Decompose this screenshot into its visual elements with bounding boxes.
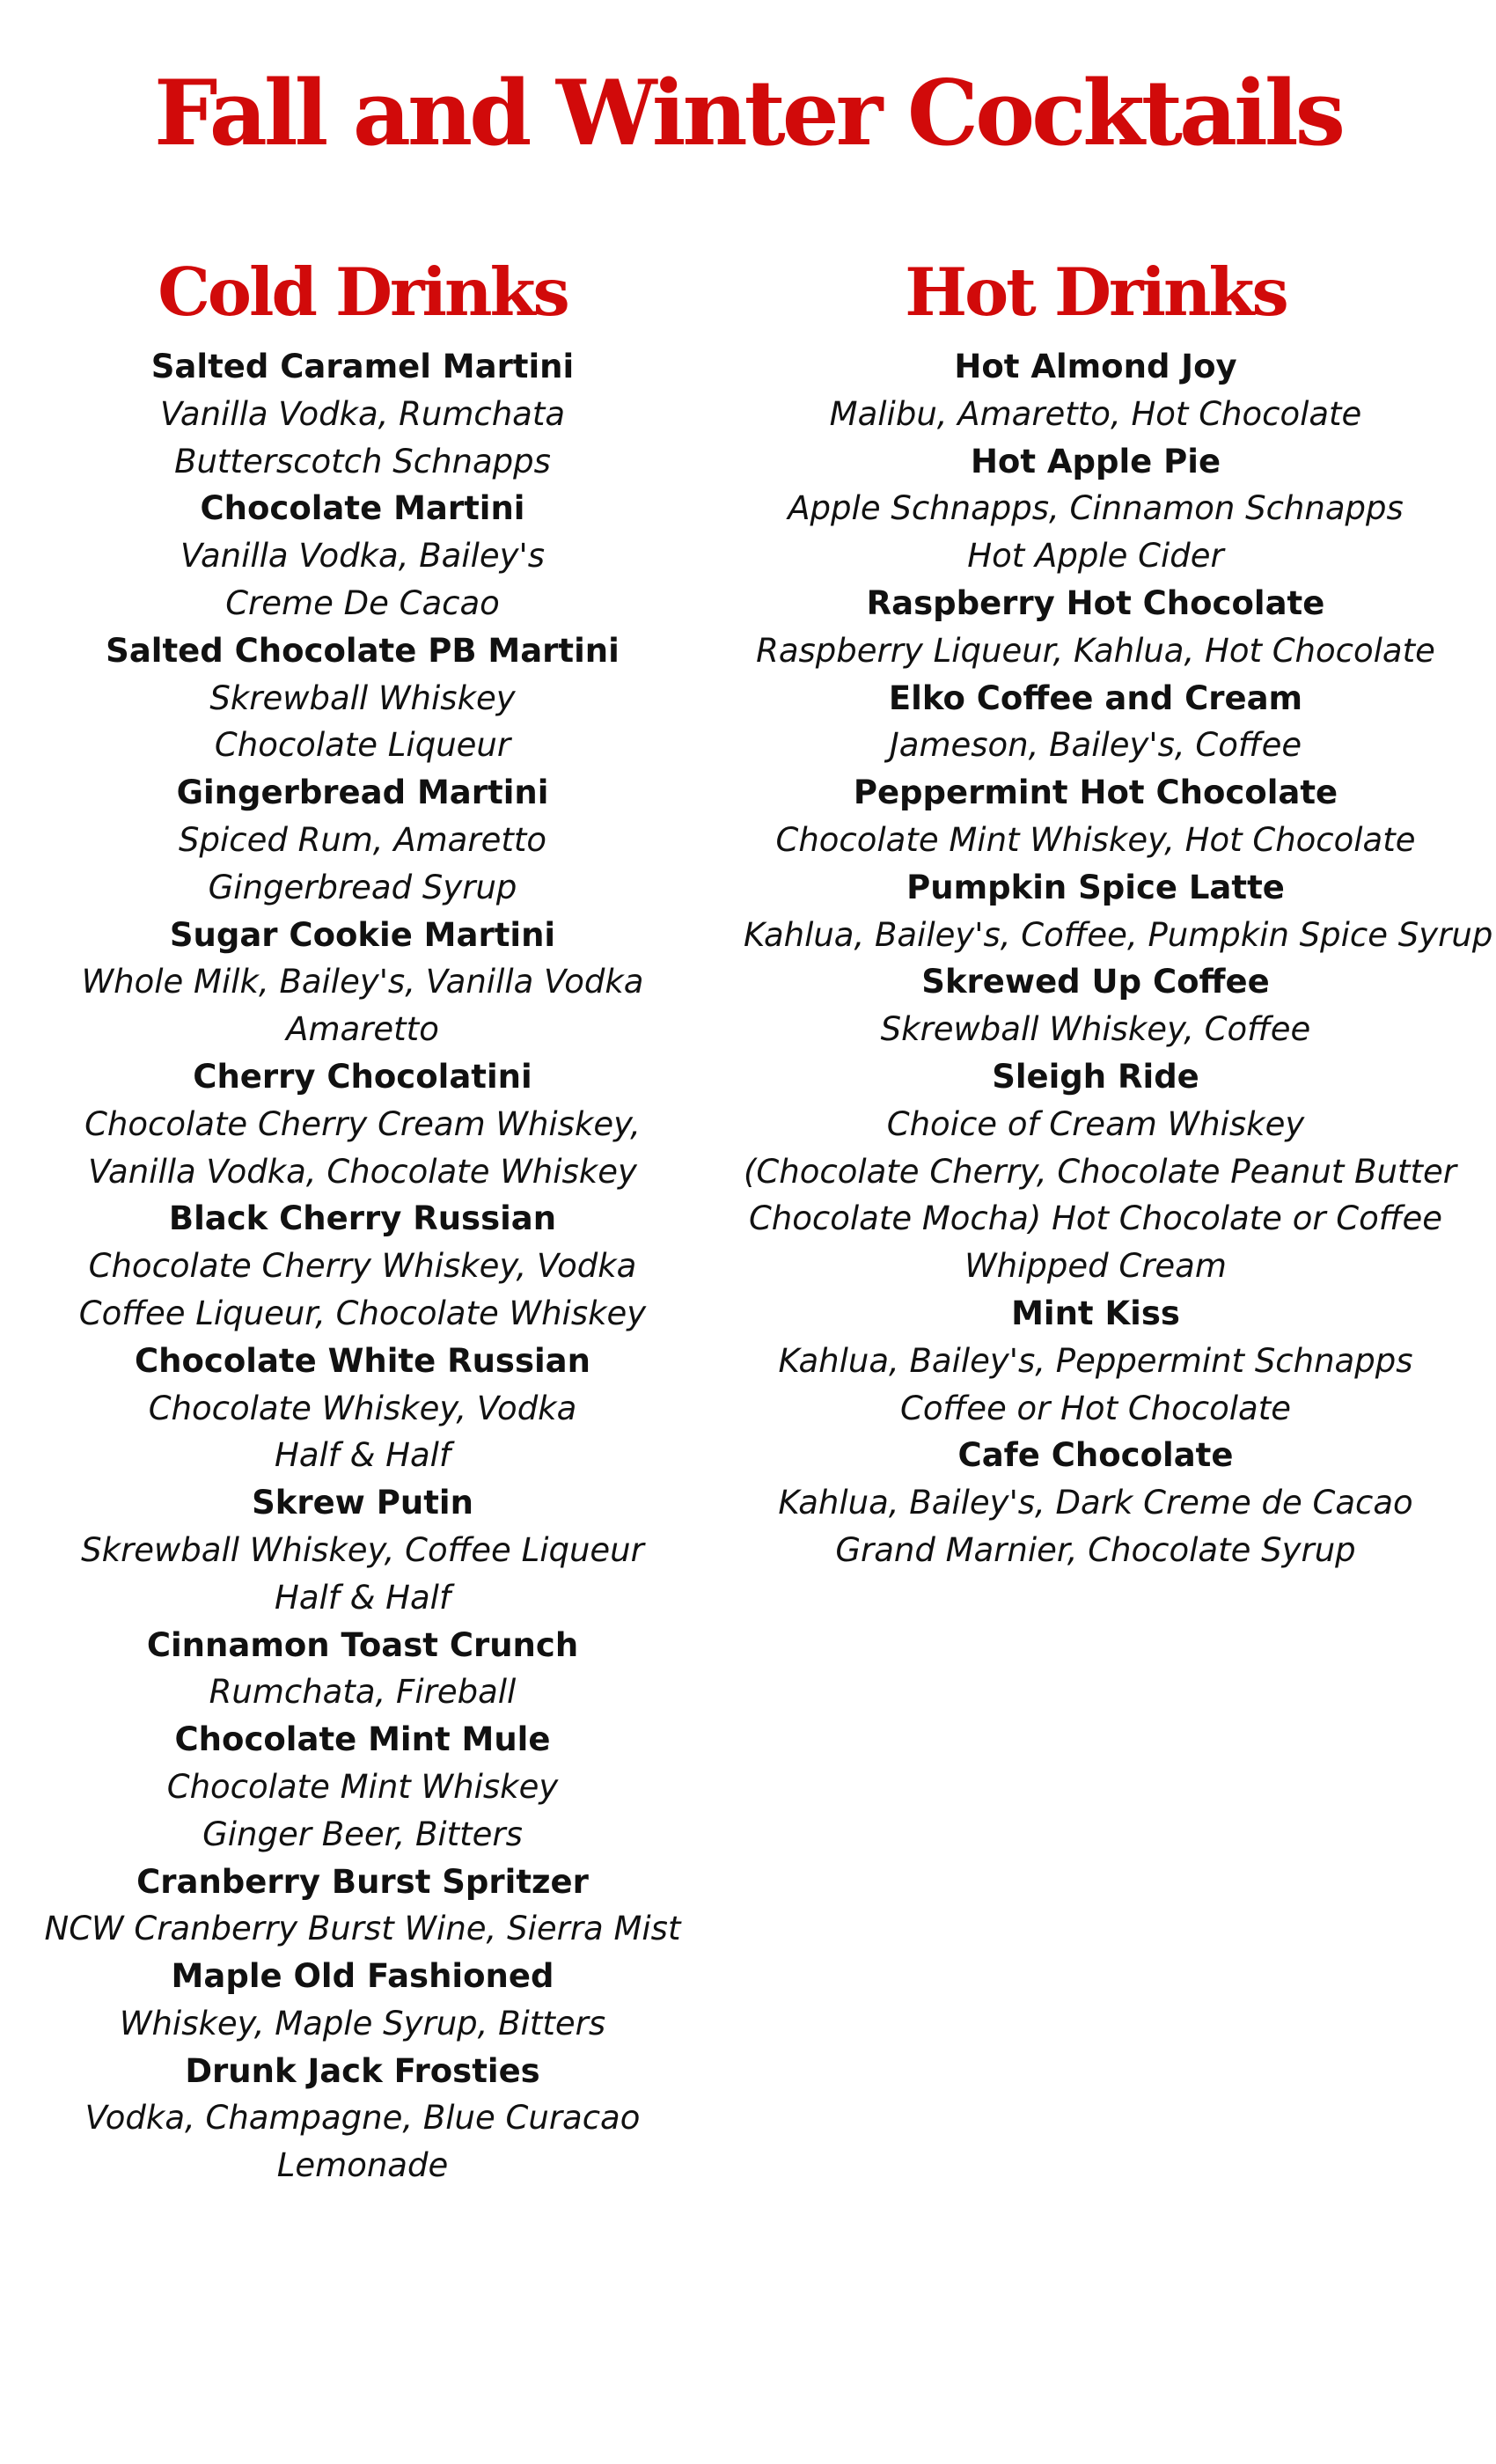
drink-ingredients: Vanilla Vodka, Bailey's <box>180 537 545 576</box>
drink-name: Hot Almond Joy <box>954 348 1237 385</box>
drink-ingredients: Choice of Cream Whiskey <box>886 1104 1305 1143</box>
drink-ingredients: Kahlua, Bailey's, Dark Creme de Cacao <box>778 1484 1413 1522</box>
drink-ingredients: Butterscotch Schnapps <box>174 442 551 480</box>
drink-ingredients: Grand Marnier, Chocolate Syrup <box>835 1530 1356 1569</box>
drink-ingredients: Chocolate Liqueur <box>214 726 511 765</box>
drink-name: Salted Caramel Martini <box>150 348 575 385</box>
drink-name: Gingerbread Martini <box>176 774 549 812</box>
drink-name: Chocolate White Russian <box>135 1341 590 1380</box>
drink-ingredients: Vanilla Vodka, Chocolate Whiskey <box>88 1152 637 1191</box>
drink-ingredients: Kahlua, Bailey's, Coffee, Pumpkin Spice Syrup <box>744 915 1493 954</box>
drink-ingredients: NCW Cranberry Burst Wine, Sierra Mist <box>44 1910 681 1948</box>
drink-name: Skrew Putin <box>252 1484 473 1522</box>
drink-ingredients: Creme De Cacao <box>225 583 500 622</box>
drink-ingredients: Amaretto <box>286 1010 439 1049</box>
drink-name: Peppermint Hot Chocolate <box>853 774 1338 812</box>
drink-ingredients: Whipped Cream <box>964 1247 1227 1286</box>
drink-ingredients: Raspberry Liqueur, Kahlua, Hot Chocolate <box>756 631 1435 670</box>
drink-name: Pumpkin Spice Latte <box>906 868 1285 906</box>
hot-drinks-section <box>744 248 1493 1574</box>
menu-title: Fall and Winter Cocktails <box>153 61 1343 166</box>
drink-ingredients: Vanilla Vodka, Rumchata <box>159 394 566 433</box>
drink-ingredients: Chocolate Mint Whiskey <box>166 1767 559 1806</box>
drink-ingredients: Jameson, Bailey's, Coffee <box>889 726 1302 765</box>
drink-name: Elko Coffee and Cream <box>888 678 1303 717</box>
drink-name: Raspberry Hot Chocolate <box>866 583 1325 622</box>
drink-ingredients: Rumchata, Fireball <box>209 1673 517 1712</box>
drink-name: Salted Chocolate PB Martini <box>106 631 620 670</box>
drink-name: Mint Kiss <box>1011 1294 1180 1332</box>
drink-ingredients: Gingerbread Syrup <box>208 868 517 906</box>
drink-ingredients: Whole Milk, Bailey's, Vanilla Vodka <box>81 963 644 1001</box>
drink-ingredients: Coffee Liqueur, Chocolate Whiskey <box>78 1294 647 1332</box>
drink-ingredients: Ginger Beer, Bitters <box>202 1815 523 1853</box>
drink-name: Cranberry Burst Spritzer <box>136 1862 589 1901</box>
drink-name: Cafe Chocolate <box>957 1436 1234 1475</box>
drink-ingredients: (Chocolate Cherry, Chocolate Peanut Butter <box>744 1152 1456 1191</box>
drink-ingredients: Spiced Rum, Amaretto <box>179 820 546 859</box>
drink-name: Black Cherry Russian <box>168 1199 557 1238</box>
drink-name: Sugar Cookie Martini <box>169 915 556 954</box>
drink-name: Cherry Chocolatini <box>193 1057 532 1096</box>
drink-ingredients: Skrewball Whiskey <box>209 678 516 717</box>
drink-ingredients: Whiskey, Maple Syrup, Bitters <box>119 2004 606 2042</box>
drink-name: Maple Old Fashioned <box>171 1957 554 1996</box>
cold-drinks-list <box>11 343 715 2189</box>
drink-ingredients: Chocolate Cherry Cream Whiskey, <box>84 1104 641 1143</box>
hot-drinks-heading: Hot Drinks <box>905 253 1287 331</box>
drink-ingredients: Skrewball Whiskey, Coffee Liqueur <box>81 1530 644 1569</box>
drink-name: Chocolate Martini <box>200 489 525 528</box>
drink-ingredients: Lemonade <box>276 2146 449 2185</box>
cold-drinks-heading: Cold Drinks <box>158 253 568 331</box>
drink-ingredients: Half & Half <box>275 1436 451 1475</box>
drink-name: Hot Apple Pie <box>970 442 1221 480</box>
hot-drinks-list <box>744 343 1493 1574</box>
drink-ingredients: Chocolate Whiskey, Vodka <box>148 1389 577 1427</box>
drink-ingredients: Skrewball Whiskey, Coffee <box>880 1010 1311 1049</box>
drink-ingredients: Vodka, Champagne, Blue Curacao <box>84 2099 641 2138</box>
drink-name: Cinnamon Toast Crunch <box>146 1625 579 1664</box>
drink-ingredients: Malibu, Amaretto, Hot Chocolate <box>829 394 1362 433</box>
drink-ingredients: Chocolate Cherry Whiskey, Vodka <box>88 1247 637 1286</box>
drink-ingredients: Hot Apple Cider <box>967 537 1224 576</box>
drink-ingredients: Chocolate Mocha) Hot Chocolate or Coffee <box>748 1199 1443 1238</box>
drink-name: Sleigh Ride <box>992 1057 1199 1096</box>
cold-drinks-section <box>11 248 715 2189</box>
drink-name: Chocolate Mint Mule <box>174 1720 551 1759</box>
drink-ingredients: Apple Schnapps, Cinnamon Schnapps <box>788 489 1404 528</box>
drink-name: Skrewed Up Coffee <box>921 963 1270 1001</box>
drink-ingredients: Chocolate Mint Whiskey, Hot Chocolate <box>775 820 1416 859</box>
drink-ingredients: Coffee or Hot Chocolate <box>900 1389 1291 1427</box>
drink-name: Drunk Jack Frosties <box>185 2051 540 2090</box>
drink-ingredients: Half & Half <box>275 1578 451 1617</box>
drink-ingredients: Kahlua, Bailey's, Peppermint Schnapps <box>778 1341 1413 1380</box>
